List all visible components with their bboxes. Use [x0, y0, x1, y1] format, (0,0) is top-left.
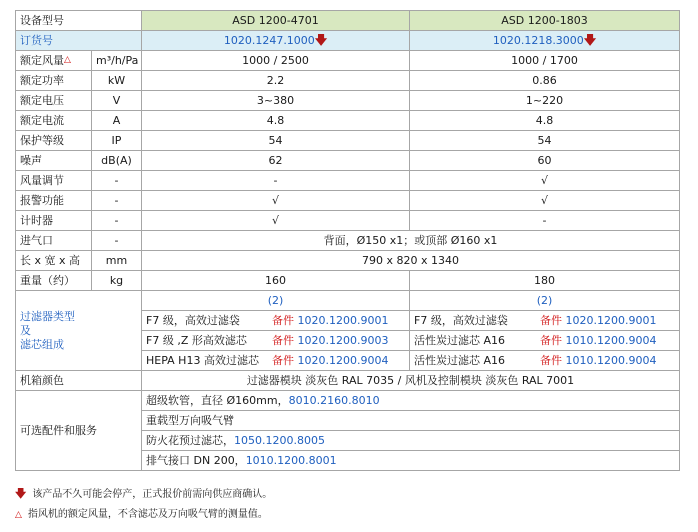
dims-value: 790 x 820 x 1340: [142, 251, 680, 271]
housing-row: [16, 371, 680, 391]
spec-table: [15, 10, 680, 471]
filter-a: F7 级，高效过滤袋 备件 1020.1200.9001: [142, 311, 410, 331]
spec-label: 保护等级: [16, 131, 92, 151]
option-row: [16, 391, 680, 411]
spec-a: 3~380: [142, 91, 410, 111]
spec-b: 0.86: [410, 71, 680, 91]
spec-unit: A: [92, 111, 142, 131]
dims-row: [16, 251, 680, 271]
order-label: 订货号: [16, 31, 142, 51]
spec-row: [16, 131, 680, 151]
spec-row: [16, 51, 680, 71]
spec-row: [16, 91, 680, 111]
spec-b: 4.8: [410, 111, 680, 131]
spec-unit: -: [92, 211, 142, 231]
order-a: [142, 31, 410, 51]
spec-unit: V: [92, 91, 142, 111]
spec-label: 计时器: [16, 211, 92, 231]
filter-count-row: [16, 291, 680, 311]
weight-b: 180: [410, 271, 680, 291]
spec-row: [16, 71, 680, 91]
spec-label: 额定电压: [16, 91, 92, 111]
triangle-icon: △: [15, 510, 22, 520]
down-arrow-icon: 🡇: [15, 487, 27, 500]
model-a: ASD 1200-4701: [142, 11, 410, 31]
inlet-row: [16, 231, 680, 251]
filter-b: 活性炭过滤芯 A16 备件 1010.1200.9004: [410, 351, 680, 371]
spec-b: -: [410, 211, 680, 231]
spec-label: 额定功率: [16, 71, 92, 91]
spec-b: √: [410, 171, 680, 191]
weight-a: 160: [142, 271, 410, 291]
option-item: 排气接口 DN 200，1010.1200.8001: [142, 451, 680, 471]
spec-label: 报警功能: [16, 191, 92, 211]
spec-a: 62: [142, 151, 410, 171]
spec-unit: -: [92, 171, 142, 191]
footnotes: [15, 484, 272, 525]
weight-row: [16, 271, 680, 291]
housing-value: 过滤器模块 淡灰色 RAL 7035 / 风机及控制模块 淡灰色 RAL 7001: [142, 371, 680, 391]
filter-label: 过滤器类型 及 滤芯组成: [16, 291, 142, 371]
spec-b: √: [410, 191, 680, 211]
order-b: [410, 31, 680, 51]
weight-unit: kg: [92, 271, 142, 291]
spec-row: [16, 191, 680, 211]
spec-a: 2.2: [142, 71, 410, 91]
filter-count-a: (2): [142, 291, 410, 311]
spec-b: 54: [410, 131, 680, 151]
spec-unit: IP: [92, 131, 142, 151]
order-row: [16, 31, 680, 51]
footnote-airflow: △ 指风机的额定风量，不含滤芯及万向吸气臂的测量值。: [15, 509, 268, 520]
down-arrow-icon: 🡇: [583, 33, 597, 47]
option-item: 防火花预过滤芯，1050.1200.8005: [142, 431, 680, 451]
spec-unit: dB(A): [92, 151, 142, 171]
housing-label: 机箱颜色: [16, 371, 142, 391]
filter-b: F7 级，高效过滤袋 备件 1020.1200.9001: [410, 311, 680, 331]
spec-label: 风量调节: [16, 171, 92, 191]
model-b: ASD 1200-1803: [410, 11, 680, 31]
spec-a: -: [142, 171, 410, 191]
spec-row: [16, 151, 680, 171]
spec-label: 额定电流: [16, 111, 92, 131]
down-arrow-icon: 🡇: [314, 33, 328, 47]
options-label: 可选配件和服务: [16, 391, 142, 471]
dims-label: 长 x 宽 x 高: [16, 251, 92, 271]
spec-row: [16, 171, 680, 191]
weight-label: 重量（约）: [16, 271, 92, 291]
spec-unit: kW: [92, 71, 142, 91]
spec-a: √: [142, 191, 410, 211]
dims-unit: mm: [92, 251, 142, 271]
spec-a: 54: [142, 131, 410, 151]
spec-b: 1~220: [410, 91, 680, 111]
order-b-value: 1020.1218.3000: [492, 34, 584, 47]
inlet-label: 进气口: [16, 231, 92, 251]
spec-row: [16, 211, 680, 231]
model-row: [16, 11, 680, 31]
spec-label: 噪声: [16, 151, 92, 171]
spec-a: √: [142, 211, 410, 231]
spec-a: 4.8: [142, 111, 410, 131]
spec-unit: m³/h/Pa: [92, 51, 142, 71]
footnote-discontinue: 🡇 该产品不久可能会停产，正式报价前需向供应商确认。: [15, 487, 273, 500]
option-item: 重载型万向吸气臂: [142, 411, 680, 431]
spec-label: 额定风量△: [16, 51, 92, 71]
spec-b: 60: [410, 151, 680, 171]
spec-b: 1000 / 1700: [410, 51, 680, 71]
filter-count-b: (2): [410, 291, 680, 311]
spec-row: [16, 111, 680, 131]
spec-unit: -: [92, 191, 142, 211]
inlet-unit: -: [92, 231, 142, 251]
inlet-value: 背面，Ø150 x1；或顶部 Ø160 x1: [142, 231, 680, 251]
filter-b: 活性炭过滤芯 A16 备件 1010.1200.9004: [410, 331, 680, 351]
filter-a: HEPA H13 高效过滤芯 备件 1020.1200.9004: [142, 351, 410, 371]
option-item: 超级软管，直径 Ø160mm，8010.2160.8010: [142, 391, 680, 411]
order-a-value: 1020.1247.1000: [223, 34, 315, 47]
filter-a: F7 级 ,Z 形高效滤芯 备件 1020.1200.9003: [142, 331, 410, 351]
model-label: 设备型号: [16, 11, 142, 31]
spec-a: 1000 / 2500: [142, 51, 410, 71]
triangle-icon: △: [64, 55, 71, 65]
